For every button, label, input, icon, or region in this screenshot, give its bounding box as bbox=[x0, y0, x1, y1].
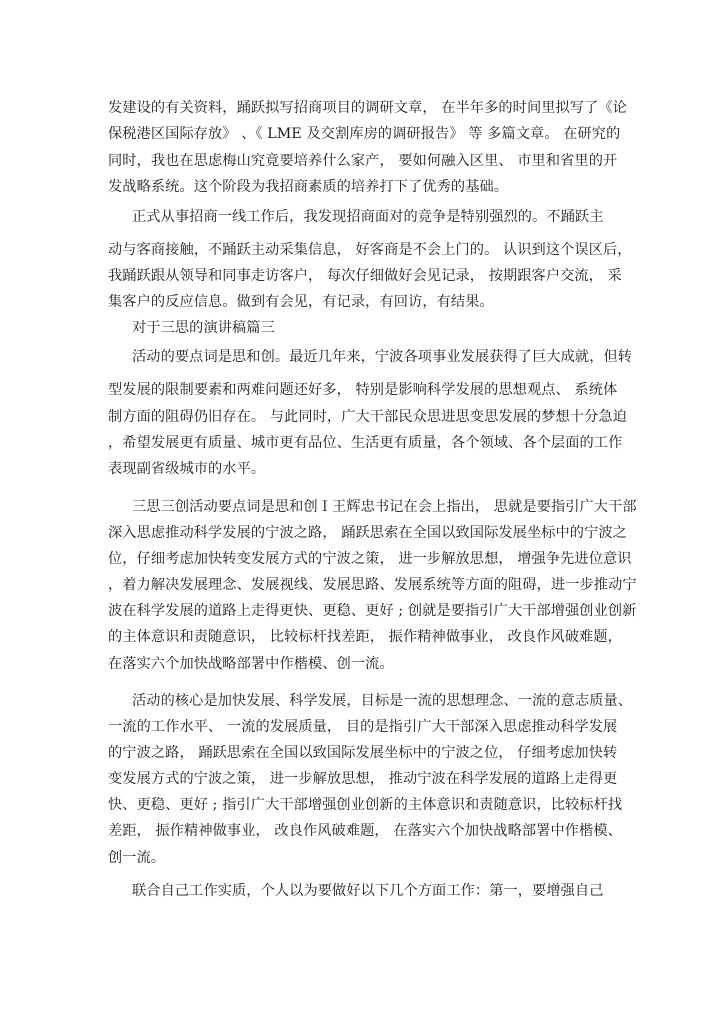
text-line: 活动的核心是加快发展、科学发展，目标是一流的思想理念、一流的意志质量、 bbox=[132, 693, 633, 709]
text-line: ，希望发展更有质量、城市更有品位、生活更有质量，各个领域、各个层面的工作 bbox=[108, 435, 623, 451]
text-line: 制方面的阻碍仍旧存在。 与此同时，广大干部民众思进思变思发展的梦想十分急迫 bbox=[108, 409, 627, 425]
text-line: ，着力解决发展理念、发展视线、发展思路、发展系统等方面的阻碍，进一步推动宁 bbox=[108, 577, 637, 593]
text-line: 的宁波之路， 踊跃思索在全国以致国际发展坐标中的宁波之位， 仔细考虑加快转 bbox=[108, 745, 618, 761]
text-line: 的主体意识和责随意识， 比较标杆找差距， 振作精神做事业， 改良作风破难题， bbox=[108, 629, 622, 645]
text-line: 联合自己工作实质，个人以为要做好以下几个方面工作：第一，要增强自己 bbox=[132, 883, 604, 899]
text-line: 快、更稳、更好 ; 指引广大干部增强创业创新的主体意识和责随意识，比较标杆找 bbox=[108, 797, 623, 813]
text-line: 保税港区国际存放》 、《 LME 及交割库房的调研报告》 等 多篇文章。 在研究的 bbox=[108, 126, 621, 142]
text-line: 位，仔细考虑加快转变发展方式的宁波之策， 进一步解放思想， 增强争先进位意识 bbox=[108, 551, 632, 567]
text-line: 动与客商接触，不踊跃主动采集信息， 好客商是不会上门的。 认识到这个误区后， bbox=[108, 242, 632, 258]
text-line: 变发展方式的宁波之策， 进一步解放思想， 推动宁波在科学发展的道路上走得更 bbox=[108, 771, 618, 787]
text-line: 集客户的反应信息。做到有会见，有记录，有回访，有结果。 bbox=[108, 294, 494, 310]
text-line: 创一流。 bbox=[108, 850, 166, 866]
section-heading: 对于三思的演讲稿篇三 bbox=[132, 320, 275, 336]
text-line: 表现副省级城市的水平。 bbox=[108, 461, 266, 477]
text-line: 我踊跃跟从领导和同事走访客户， 每次仔细做好会见记录， 按期跟客户交流， 采 bbox=[108, 268, 622, 284]
text-line: 波在科学发展的道路上走得更快、更稳、更好 ; 创就是要指引广大干部增强创业创新 bbox=[108, 603, 637, 619]
text-line: 正式从事招商一线工作后，我发现招商面对的竞争是特别强烈的。不踊跃主 bbox=[132, 209, 604, 225]
text-line: 三思三创活动要点词是思和创Ｉ王辉忠书记在会上指出， 思就是要指引广大干部 bbox=[132, 499, 637, 515]
text-line: 一流的工作水平、 一流的发展质量， 目的是指引广大干部深入思虑推动科学发展 bbox=[108, 719, 618, 735]
text-line: 发战略系统。这个阶段为我招商素质的培养打下了优秀的基础。 bbox=[108, 179, 509, 195]
text-line: 在落实六个加快战略部署中作楷模、创一流。 bbox=[108, 656, 394, 672]
text-line: 型发展的限制要素和两难问题还好多， 特别是影响科学发展的思想观点、 系统体 bbox=[108, 382, 618, 398]
text-line: 发建设的有关资料，踊跃拟写招商项目的调研文章， 在半年多的时间里拟写了《论 bbox=[108, 100, 627, 116]
text-line: 同时，我也在思虑梅山究竟要培养什么家产， 要如何融入区里、 市里和省里的开 bbox=[108, 153, 618, 169]
text-line: 深入思虑推动科学发展的宁波之路， 踊跃思索在全国以致国际发展坐标中的宁波之 bbox=[108, 525, 627, 541]
text-line: 差距， 振作精神做事业， 改良作风破难题， 在落实六个加快战略部署中作楷模、 bbox=[108, 823, 622, 839]
text-line: 活动的要点词是思和创。最近几年来，宁波各项事业发展获得了巨大成就，但转 bbox=[132, 349, 633, 365]
